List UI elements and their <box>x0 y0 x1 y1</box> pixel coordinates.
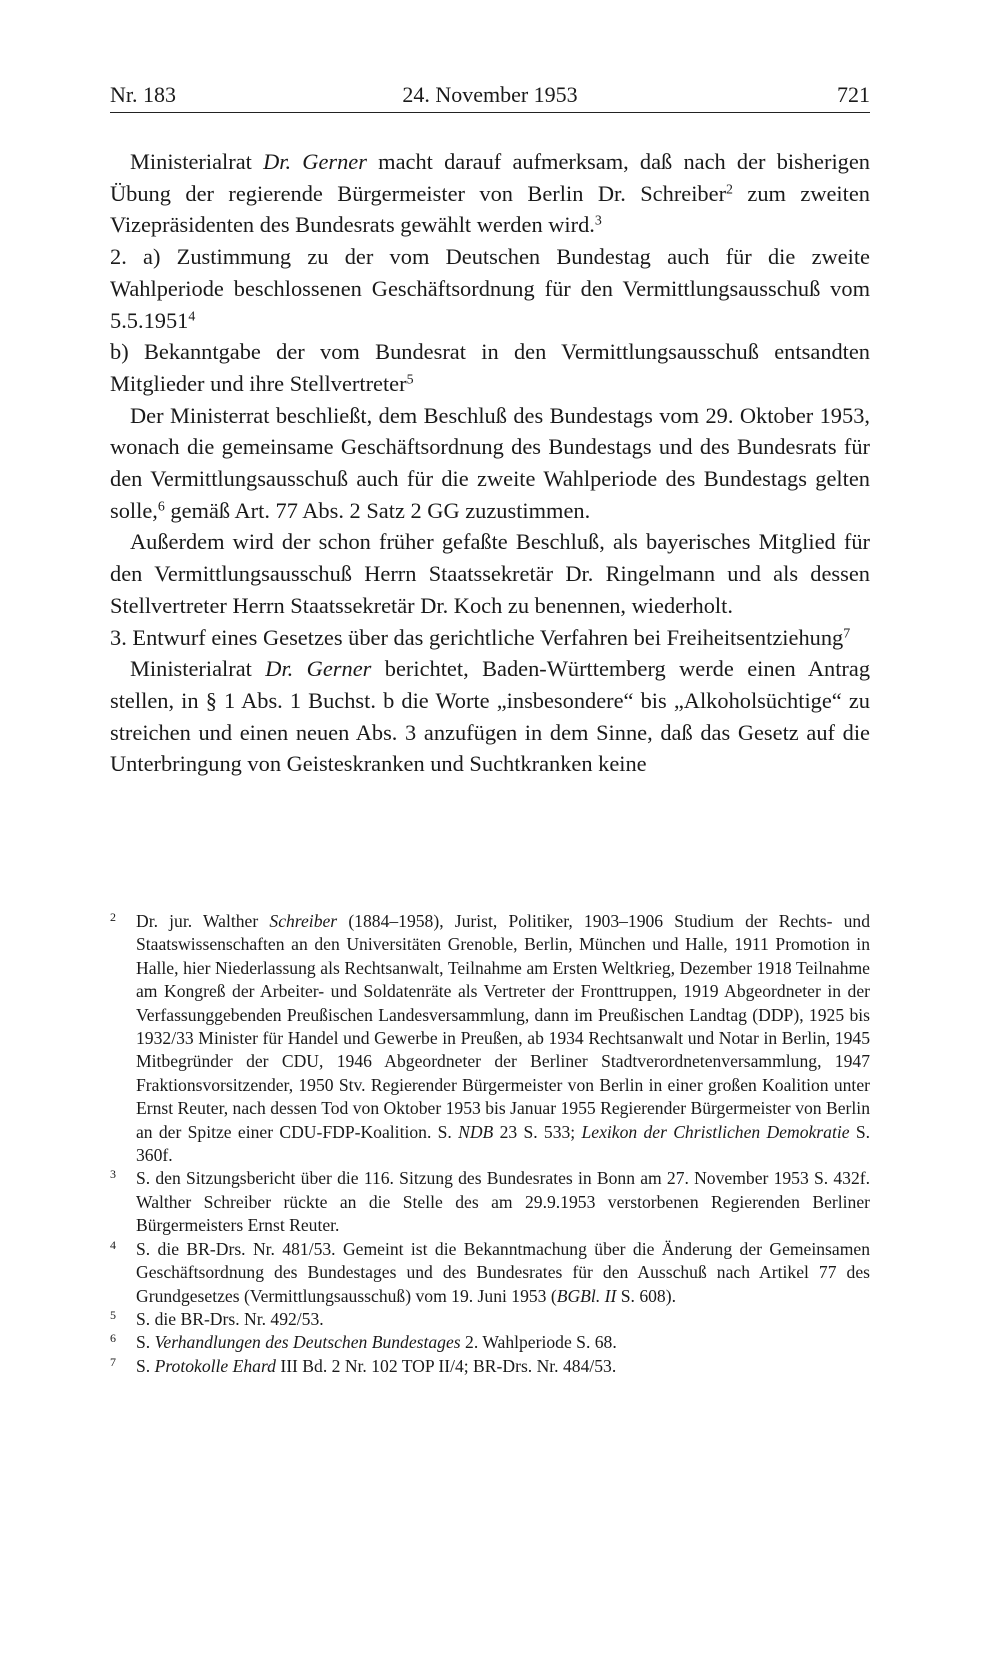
text: S. 608). <box>616 1285 676 1306</box>
agenda-item-2a <box>110 241 870 336</box>
text: Ministerialrat <box>130 656 266 682</box>
footnote-5 <box>110 1308 870 1331</box>
footnote-number: 4 <box>110 1237 116 1252</box>
footnote-2 <box>110 910 870 1167</box>
footnote-number: 6 <box>110 1331 116 1346</box>
paragraph-gerner-vizepraesident <box>110 146 870 241</box>
document-number: Nr. 183 <box>110 82 176 107</box>
text: Der Ministerrat beschließt, dem Beschluß des Bundestags vom 29. Oktober 1953, wonach die gemeinsame Geschäftsordnung des Bundestags und des Bundesrats für den Vermittlungsausschuß auch für die zweite Wahlperiode des Bundestags gelten solle, <box>110 402 870 523</box>
text: S. den Sitzungsbericht über die 116. Sitzung des Bundesrates in Bonn am 27. November 1953 S. 432f. Walther Schreiber rückte an die Stelle des am 29.9.1953 verstorbenen Regierenden Berliner Bürgermeisters Ernst Reuter. <box>136 1168 870 1236</box>
footnote-number: 7 <box>110 1354 116 1369</box>
main-text <box>110 146 870 780</box>
header-date: 24. November 1953 <box>402 82 578 107</box>
text: S. die BR-Drs. Nr. 492/53. <box>136 1308 324 1329</box>
footnote-3 <box>110 1167 870 1237</box>
person-name: Dr. Gerner <box>265 656 372 682</box>
text: gemäß Art. 77 Abs. 2 Satz 2 GG zuzustimmen. <box>164 497 591 523</box>
footnotes <box>110 910 870 1378</box>
text: Dr. jur. Walther <box>136 911 270 931</box>
text: S. 360f. <box>136 1121 870 1166</box>
text: 2. a) Zustimmung zu der vom Deutschen Bundestag auch für die zweite Wahlperiode beschlossenen Geschäftsordnung für den Vermittlungsausschuß vom 5.5.1951 <box>110 244 870 333</box>
text: Ministerialrat <box>130 149 264 174</box>
citation-title: Lexikon der Christlichen Demokratie <box>581 1121 850 1142</box>
footnote-ref[interactable]: 5 <box>406 372 414 388</box>
footnote-7 <box>110 1355 870 1378</box>
text: S. <box>136 1355 155 1376</box>
person-name: Schreiber <box>269 911 338 931</box>
footnote-number: 5 <box>110 1307 116 1322</box>
text: S. <box>136 1332 155 1353</box>
citation-title: BGBl. II <box>556 1285 617 1306</box>
footnote-4 <box>110 1238 870 1308</box>
agenda-item-2b <box>110 336 870 399</box>
text: zum zweiten Vizepräsidenten des Bundesrats gewählt werden wird. <box>110 180 870 238</box>
text: 3. Entwurf eines Gesetzes über das gerichtliche Verfahren bei Freiheitsentziehung <box>110 624 844 650</box>
text: S. die BR-Drs. Nr. 481/53. Gemeint ist die Bekanntmachung über die Änderung der Gemeinsamen Geschäftsordnung des Bundestages und des Bundesrates für den Ausschuß nach Artikel 77 des Grundgesetzes (Vermittlungsausschuß) vom 19. Juni 1953 ( <box>136 1238 870 1306</box>
footnote-ref[interactable]: 7 <box>843 625 851 641</box>
text: III Bd. 2 Nr. 102 TOP II/4; BR-Drs. Nr. 484/53. <box>275 1355 617 1376</box>
citation-title: NDB <box>458 1121 494 1142</box>
paragraph-ministerrat-beschluss <box>110 400 870 527</box>
text: berichtet, Baden-Württemberg werde einen Antrag stellen, in § 1 Abs. 1 Buchst. b die Worte „insbesondere“ bis „Alkoholsüchtige“ zu streichen und einen neuen Abs. 3 anzufügen in dem Sinne, daß das Gesetz auf die Unterbringung von Geisteskranken und Suchtkranken keine <box>110 656 871 777</box>
citation-title: Verhandlungen des Deutschen Bundestages <box>154 1332 461 1353</box>
text: macht darauf aufmerksam, daß nach der bisherigen Übung der regierende Bürgermeister von Berlin Dr. Schreiber <box>110 149 870 206</box>
footnote-number: 2 <box>110 910 116 924</box>
text: 2. Wahlperiode S. 68. <box>460 1332 617 1353</box>
person-name: Dr. Gerner <box>263 149 367 174</box>
footnote-ref[interactable]: 2 <box>726 182 733 198</box>
footnote-ref[interactable]: 6 <box>157 499 165 515</box>
citation-title: Protokolle Ehard <box>154 1355 276 1376</box>
footnote-6 <box>110 1331 870 1354</box>
paragraph-ausserdem: Außerdem wird der schon früher gefaßte Beschluß, als bayerisches Mitglied für den Vermittlungsausschuß Herrn Staatssekretär Dr. Ringelmann und als dessen Stellvertreter Herrn Staatssekretär Dr. Koch zu benennen, wiederholt. <box>110 529 870 618</box>
text: 23 S. 533; <box>493 1121 582 1142</box>
paragraph-gerner-bericht <box>110 653 870 780</box>
running-header <box>110 82 870 113</box>
page-number: 721 <box>837 82 870 107</box>
agenda-item-3 <box>110 622 870 654</box>
footnote-number: 3 <box>110 1167 116 1182</box>
footnote-ref[interactable]: 3 <box>594 213 602 229</box>
footnote-ref[interactable]: 4 <box>188 308 196 324</box>
text: (1884–1958), Jurist, Politiker, 1903–1906 Studium der Rechts- und Staatswissenschaften an den Universitäten Grenoble, Berlin, München und Halle, 1911 Promotion in Halle, hier Niederlassung als Rechtsanwalt, Teilnahme am Ersten Weltkrieg, Dezember 1918 Teilnahme am Kongreß der Arbeiter- und Soldatenräte als Vertreter der Fronttruppen, 1919 Abgeordneter in der Verfassunggebenden Preußischen Landesversammlung, dann im Preußischen Landtag (DDP), 1925 bis 1932/33 Minister für Handel und Gewerbe in Preußen, ab 1934 Rechtsanwalt und Notar in Berlin, 1945 Mitbegründer der CDU, 1946 Abgeordneter der Berliner Stadtverordnetenversammlung, 1947 Fraktionsvorsitzender, 1950 Stv. Regierender Bürgermeister von Berlin in einer großen Koalition unter Ernst Reuter, nach dessen Tod von Oktober 1953 bis Januar 1955 Regierender Bürgermeister von Berlin an der Spitze einer CDU-FDP-Koalition. S. <box>136 911 871 1142</box>
text: b) Bekanntgabe der vom Bundesrat in den Vermittlungsausschuß entsandten Mitglieder und ihre Stellvertreter <box>110 339 870 396</box>
